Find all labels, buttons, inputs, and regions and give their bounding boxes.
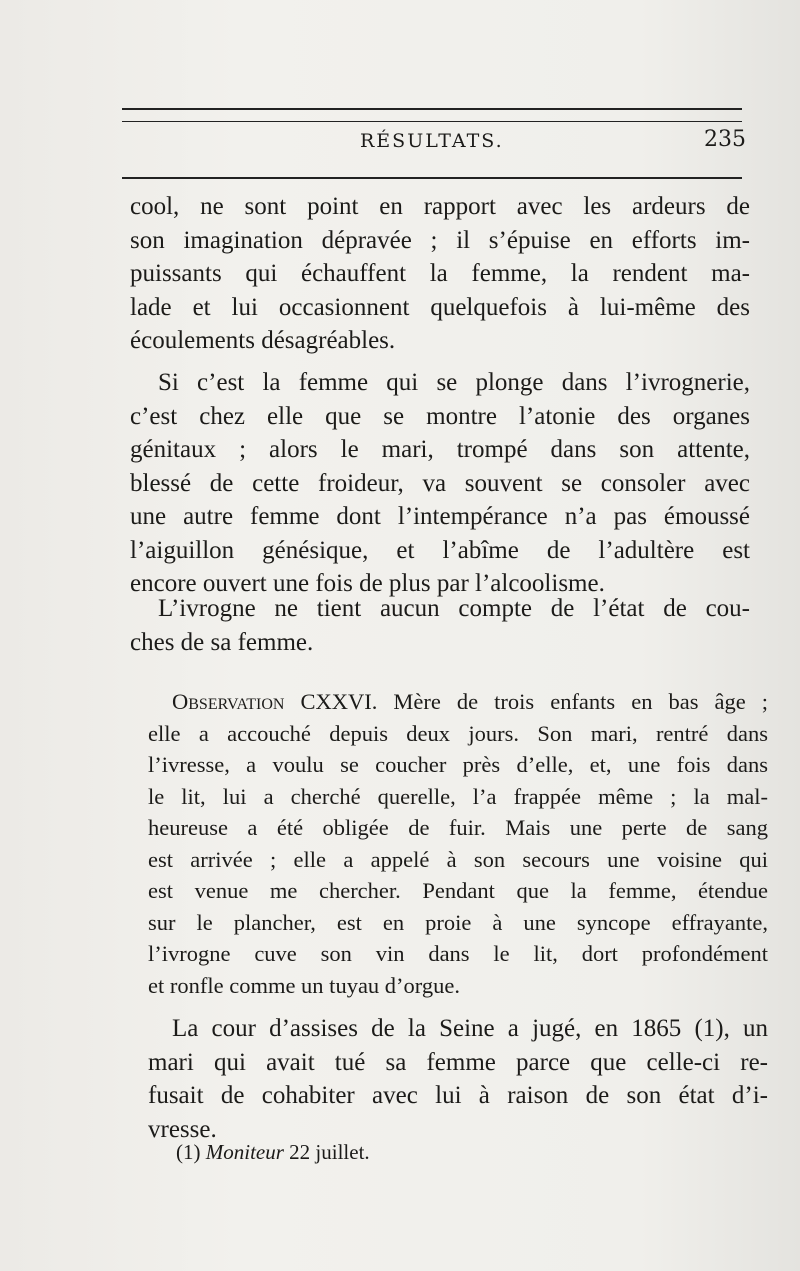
paragraph-1 (130, 190, 750, 358)
observation-first-line (148, 686, 768, 718)
text-line: heureuse a été obligée de fuir. Mais une perte de sang (148, 815, 768, 840)
text-line: son imagination dépravée ; il s’épuise en efforts im- (130, 226, 750, 254)
observation-block (148, 686, 768, 1001)
text-line: vresse. (148, 1115, 217, 1143)
text-line: blessé de cette froideur, va souvent se consoler avec (130, 469, 750, 497)
text-line: écoulements désagréables. (130, 327, 396, 354)
text-line: lade et lui occasionnent quelquefois à lui-même des (130, 293, 750, 321)
header-rule-top-thin (122, 121, 742, 122)
text-line: est arrivée ; elle a appelé à son secours une voisine qui (148, 846, 768, 872)
text-line: La cour d’assises de la Seine a jugé, en 1865 (1), un (172, 1015, 768, 1042)
text-line: puissants qui échauffent la femme, la rendent ma- (130, 260, 750, 287)
page-number: 235 (704, 127, 746, 152)
text-line: Si c’est la femme qui se plonge dans l’ivrognerie, (158, 369, 750, 396)
paragraph-2 (130, 366, 750, 601)
text-line: l’ivrogne cuve son vin dans le lit, dort profondément (148, 941, 768, 966)
text-line: cool, ne sont point en rapport avec les ardeurs de (130, 193, 750, 220)
text-line: et ronfle comme un tuyau d’orgue. (148, 972, 460, 998)
text-line: L’ivrogne ne tient aucun compte de l’état de cou- (158, 595, 750, 622)
text-line: génitaux ; alors le mari, trompé dans son attente, (130, 436, 750, 463)
text-line: l’ivresse, a voulu se coucher près d’elle, et, une fois dans (148, 752, 768, 777)
text-line: mari qui avait tué sa femme parce que celle-ci re- (148, 1048, 768, 1076)
footnote-source: Moniteur (205, 1140, 284, 1164)
header-rule-bottom (122, 177, 742, 179)
text-line: elle a accouché depuis deux jours. Son mari, rentré dans (148, 720, 768, 746)
text-line: encore ouvert une fois de plus par l’alcoolisme. (130, 570, 605, 597)
closing-paragraph (148, 1012, 768, 1146)
footnote (176, 1140, 370, 1165)
running-head: RÉSULTATS. (360, 130, 504, 152)
text-line: ches de sa femme. (130, 628, 314, 656)
footnote-marker: (1) (176, 1140, 201, 1164)
text-line: sur le plancher, est en proie à une syncope effrayante, (148, 909, 768, 935)
text-line: le lit, lui a cherché querelle, l’a frappée même ; la mal- (148, 783, 768, 809)
text-line: c’est chez elle que se montre l’atonie des organes (130, 402, 750, 430)
text-line: l’aiguillon génésique, et l’abîme de l’adultère est (130, 536, 750, 564)
text-line: une autre femme dont l’intempérance n’a pas émoussé (130, 503, 750, 530)
footnote-date: 22 juillet. (289, 1140, 370, 1164)
text-line: est venue me chercher. Pendant que la femme, étendue (148, 878, 768, 903)
header-rule-top (122, 108, 742, 110)
observation-label: Observation CXXVI. (172, 689, 378, 714)
observation-first-line-text: Mère de trois enfants en bas âge ; (377, 689, 768, 714)
paragraph-3 (130, 592, 750, 659)
text-line: fusait de cohabiter avec lui à raison de son état d’i- (148, 1082, 768, 1109)
